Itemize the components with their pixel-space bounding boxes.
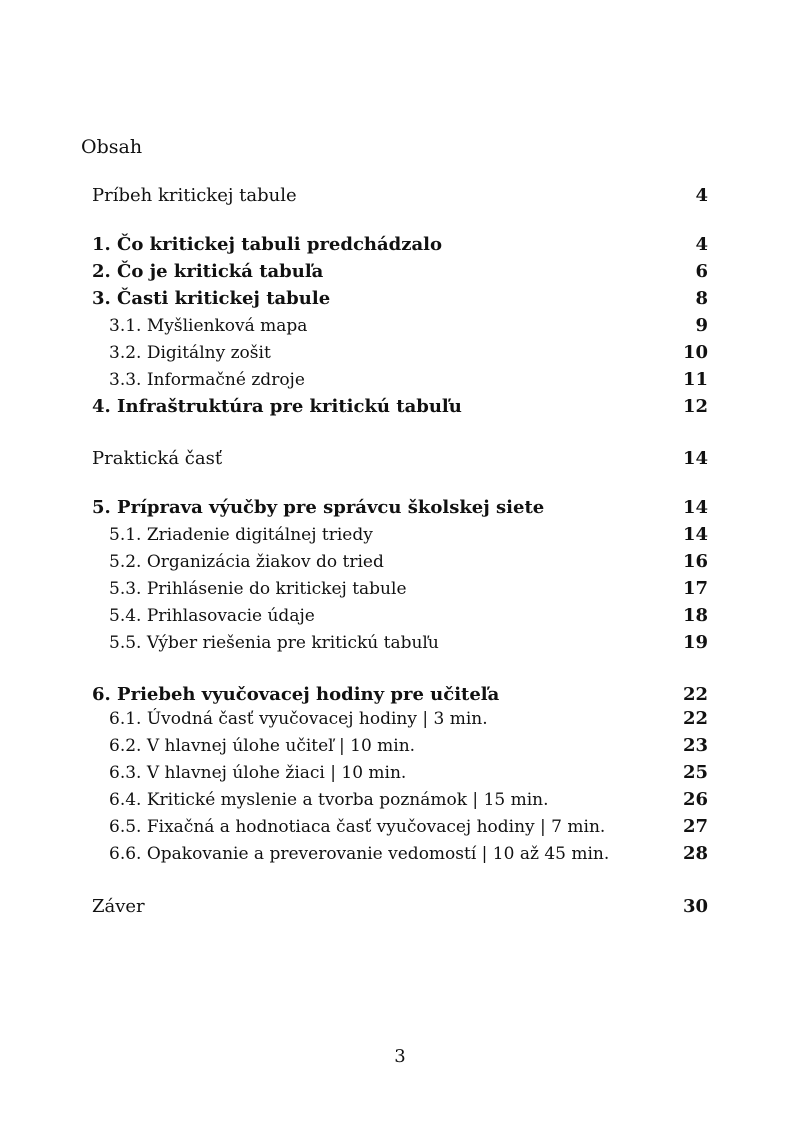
toc-entry-section [92, 708, 708, 735]
toc-entry-chapter [92, 261, 708, 288]
toc-entry-page: 6 [695, 261, 708, 282]
toc-entry-page: 18 [682, 605, 708, 626]
toc-entry-page: 8 [695, 288, 708, 309]
toc-entry-section [92, 843, 708, 870]
toc-entry-chapter [92, 396, 708, 423]
toc-entry-section [92, 551, 708, 578]
toc-entry-page: 25 [682, 762, 708, 783]
toc-entry-chapter [92, 234, 708, 261]
toc-entry-page: 22 [682, 708, 708, 729]
toc-entry-page: 9 [695, 315, 708, 336]
toc-entry-page: 12 [682, 396, 708, 417]
toc-entry-page: 11 [682, 369, 708, 390]
toc-entry-section [92, 605, 708, 632]
toc-entry-page: 23 [682, 735, 708, 756]
toc-entry-title: 5. Príprava výučby pre správcu školskej siete [92, 497, 545, 518]
toc-entry-page: 10 [682, 342, 708, 363]
toc-entry-page: 30 [682, 896, 708, 917]
toc-entry-page: 4 [695, 185, 708, 206]
toc-entry-section [92, 735, 708, 762]
toc-entry-title: 6.6. Opakovanie a preverovanie vedomostí | 10 až 45 min. [109, 844, 610, 864]
toc-entry-title: 5.4. Prihlasovacie údaje [109, 606, 315, 626]
toc-entry-section [92, 578, 708, 605]
toc-entry-page: 17 [682, 578, 708, 599]
toc-entry-page: 14 [682, 497, 708, 518]
toc-entry-page: 14 [682, 524, 708, 545]
toc-entry-title: 3. Časti kritickej tabule [92, 288, 331, 309]
toc-entry-chapter [92, 684, 708, 711]
toc-entry-section [92, 524, 708, 551]
toc-heading: Obsah [81, 136, 143, 158]
toc-entry-page: 27 [682, 816, 708, 837]
toc-entry-title: Príbeh kritickej tabule [92, 185, 297, 206]
toc-entry-title: Praktická časť [92, 448, 223, 469]
toc-entry-part [92, 185, 708, 212]
toc-entry-title: 6. Priebeh vyučovacej hodiny pre učiteľa [92, 684, 500, 705]
page-number: 3 [394, 1046, 406, 1067]
toc-entry-chapter [92, 497, 708, 524]
toc-entry-page: 4 [695, 234, 708, 255]
toc-entry-section [92, 816, 708, 843]
toc-entry-title: 3.2. Digitálny zošit [109, 343, 271, 363]
toc-entry-title: 3.1. Myšlienková mapa [109, 316, 308, 336]
toc-entry-title: 6.4. Kritické myslenie a tvorba poznámok | 15 min. [109, 790, 549, 810]
toc-entry-title: 5.3. Prihlásenie do kritickej tabule [109, 579, 407, 599]
toc-entry-section [92, 632, 708, 659]
toc-entry-title: 5.1. Zriadenie digitálnej triedy [109, 525, 373, 545]
toc-entry-section [92, 369, 708, 396]
toc-entry-part [92, 448, 708, 475]
toc-entry-chapter [92, 288, 708, 315]
toc-entry-title: 4. Infraštruktúra pre kritickú tabuľu [92, 396, 462, 417]
toc-entry-title: 6.5. Fixačná a hodnotiaca časť vyučovacej hodiny | 7 min. [109, 817, 606, 837]
toc-entry-title: Záver [92, 896, 145, 917]
toc-entry-page: 16 [682, 551, 708, 572]
toc-entry-part [92, 896, 708, 923]
toc-entry-page: 26 [682, 789, 708, 810]
toc-entry-title: 6.1. Úvodná časť vyučovacej hodiny | 3 min. [109, 709, 488, 729]
toc-entry-title: 1. Čo kritickej tabuli predchádzalo [92, 234, 442, 255]
toc-entry-section [92, 789, 708, 816]
toc-entry-title: 6.3. V hlavnej úlohe žiaci | 10 min. [109, 763, 407, 783]
toc-entry-title: 2. Čo je kritická tabuľa [92, 261, 324, 282]
toc-entry-page: 19 [682, 632, 708, 653]
toc-entry-section [92, 762, 708, 789]
toc-entry-page: 14 [682, 448, 708, 469]
toc-entry-title: 5.5. Výber riešenia pre kritickú tabuľu [109, 633, 439, 653]
toc-entry-page: 28 [682, 843, 708, 864]
toc-entry-page: 22 [682, 684, 708, 705]
toc-entry-title: 6.2. V hlavnej úlohe učiteľ | 10 min. [109, 736, 416, 756]
toc-entry-section [92, 342, 708, 369]
toc-entry-title: 5.2. Organizácia žiakov do tried [109, 552, 384, 572]
toc-entry-title: 3.3. Informačné zdroje [109, 370, 305, 390]
toc-entry-section [92, 315, 708, 342]
